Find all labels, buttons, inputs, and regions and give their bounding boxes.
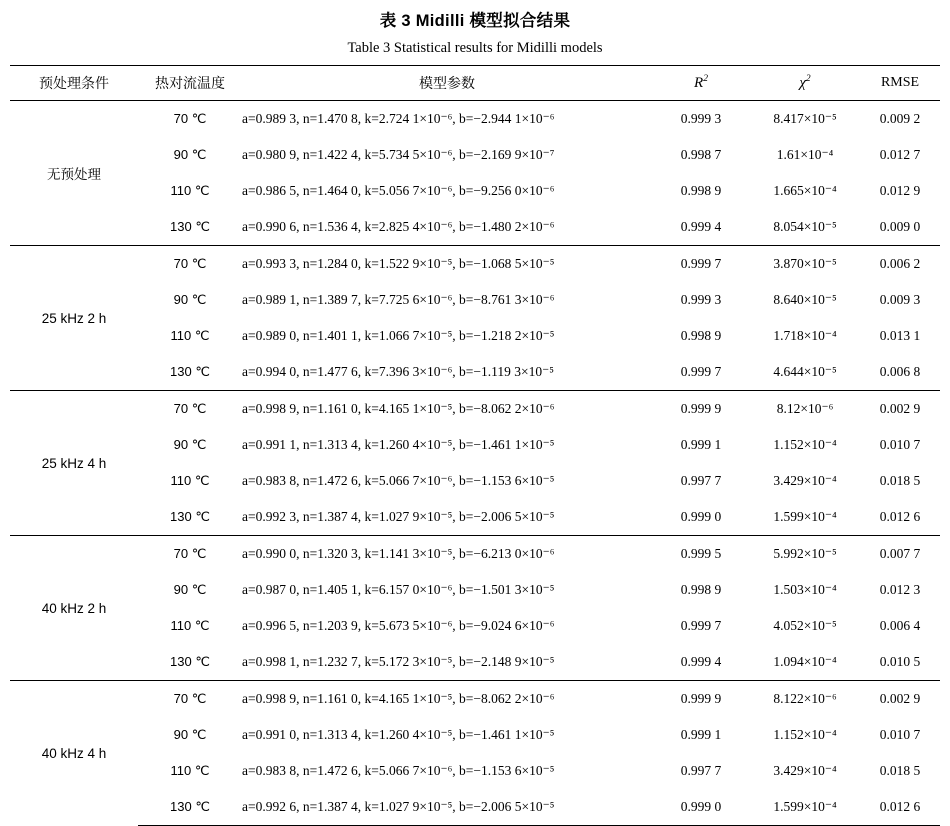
temperature-cell: 110 ℃ — [170, 473, 210, 488]
chi2-cell: 1.61×10⁻⁴ — [776, 147, 834, 162]
group-label: 无预处理 — [47, 167, 101, 182]
header-pretreatment: 预处理条件 — [10, 66, 138, 101]
rmse-cell: 0.018 5 — [879, 763, 921, 778]
rmse-cell: 0.010 7 — [879, 437, 921, 452]
r2-cell: 0.999 7 — [680, 618, 722, 633]
params-cell: a=0.998 9, n=1.161 0, k=4.165 1×10⁻⁵, b=−8.062 2×10⁻⁶ — [242, 391, 652, 428]
table-row — [10, 246, 940, 283]
rmse-cell: 0.018 5 — [879, 473, 921, 488]
temperature-cell: 110 ℃ — [170, 183, 210, 198]
params-cell: a=0.983 8, n=1.472 6, k=5.066 7×10⁻⁶, b=−1.153 6×10⁻⁵ — [242, 763, 555, 778]
table-row — [10, 789, 940, 826]
group-label: 40 kHz 2 h — [10, 536, 138, 681]
header-chi2-symbol: χ — [799, 74, 806, 91]
rmse-cell: 0.013 1 — [879, 328, 921, 343]
params-cell: a=0.989 1, n=1.389 7, k=7.725 6×10⁻⁶, b=−8.761 3×10⁻⁶ — [242, 292, 555, 307]
params-cell: a=0.987 0, n=1.405 1, k=6.157 0×10⁻⁶, b=−1.501 3×10⁻⁵ — [242, 582, 555, 597]
rmse-cell: 0.012 7 — [879, 147, 921, 162]
table-row — [10, 137, 940, 173]
temperature-cell: 110 ℃ — [170, 618, 210, 633]
rmse-cell: 0.006 4 — [879, 618, 921, 633]
chi2-cell: 3.870×10⁻⁵ — [750, 246, 860, 283]
temperature-cell: 70 ℃ — [138, 536, 242, 573]
table-row — [10, 282, 940, 318]
params-cell: a=0.986 5, n=1.464 0, k=5.056 7×10⁻⁶, b=−9.256 0×10⁻⁶ — [242, 183, 555, 198]
r2-cell: 0.999 9 — [652, 681, 750, 718]
table-row — [10, 681, 940, 718]
group-label: 40 kHz 4 h — [10, 681, 138, 826]
params-cell: a=0.992 6, n=1.387 4, k=1.027 9×10⁻⁵, b=−2.006 5×10⁻⁵ — [242, 789, 652, 826]
rmse-cell: 0.010 7 — [879, 727, 921, 742]
table-row — [10, 318, 940, 354]
table-row — [10, 644, 940, 681]
chi2-cell: 1.152×10⁻⁴ — [773, 437, 837, 452]
temperature-cell: 90 ℃ — [173, 147, 207, 162]
rmse-cell: 0.012 3 — [879, 582, 921, 597]
params-cell: a=0.992 3, n=1.387 4, k=1.027 9×10⁻⁵, b=−2.006 5×10⁻⁵ — [242, 509, 555, 524]
table-row — [10, 209, 940, 246]
header-row — [10, 66, 940, 101]
header-r2 — [652, 66, 750, 101]
chi2-cell: 8.640×10⁻⁵ — [773, 292, 837, 307]
table-row — [10, 717, 940, 753]
params-cell: a=0.993 3, n=1.284 0, k=1.522 9×10⁻⁵, b=−1.068 5×10⁻⁵ — [242, 246, 652, 283]
header-chi2 — [750, 66, 860, 101]
rmse-cell: 0.009 0 — [879, 219, 921, 234]
temperature-cell: 70 ℃ — [173, 111, 207, 126]
temperature-cell: 130 ℃ — [170, 509, 210, 524]
rmse-cell: 0.012 6 — [860, 789, 940, 826]
chi2-cell: 8.054×10⁻⁵ — [773, 219, 837, 234]
r2-cell: 0.998 9 — [680, 328, 722, 343]
r2-cell: 0.999 3 — [680, 292, 722, 307]
chi2-cell: 8.122×10⁻⁶ — [750, 681, 860, 718]
table-title-cn: 表 3 Midilli 模型拟合结果 — [379, 12, 571, 30]
rmse-cell: 0.002 9 — [860, 681, 940, 718]
statistical-results-table — [10, 65, 940, 826]
r2-cell: 0.999 7 — [680, 364, 722, 379]
params-cell: a=0.983 8, n=1.472 6, k=5.066 7×10⁻⁶, b=−1.153 6×10⁻⁵ — [242, 473, 555, 488]
chi2-cell: 3.429×10⁻⁴ — [773, 763, 837, 778]
header-temperature: 热对流温度 — [138, 66, 242, 101]
table-row — [10, 173, 940, 209]
table-row — [10, 427, 940, 463]
table-row — [10, 608, 940, 644]
chi2-cell: 1.094×10⁻⁴ — [773, 654, 837, 669]
params-cell: a=0.996 5, n=1.203 9, k=5.673 5×10⁻⁶, b=−9.024 6×10⁻⁶ — [242, 618, 555, 633]
rmse-cell: 0.006 2 — [860, 246, 940, 283]
r2-cell: 0.999 1 — [680, 727, 722, 742]
chi2-cell: 3.429×10⁻⁴ — [773, 473, 837, 488]
r2-cell: 0.999 4 — [680, 219, 722, 234]
table-row — [10, 354, 940, 391]
rmse-cell: 0.010 5 — [879, 654, 921, 669]
r2-cell: 0.999 1 — [680, 437, 722, 452]
table-row — [10, 463, 940, 499]
table-header — [10, 66, 940, 101]
r2-cell: 0.998 9 — [680, 183, 722, 198]
params-cell: a=0.989 0, n=1.401 1, k=1.066 7×10⁻⁵, b=−1.218 2×10⁻⁵ — [242, 328, 555, 343]
chi2-cell: 1.665×10⁻⁴ — [773, 183, 837, 198]
temperature-cell: 90 ℃ — [173, 727, 207, 742]
chi2-cell: 4.052×10⁻⁵ — [773, 618, 837, 633]
temperature-cell: 70 ℃ — [138, 391, 242, 428]
temperature-cell: 90 ℃ — [173, 582, 207, 597]
group-label: 25 kHz 4 h — [10, 391, 138, 536]
params-cell: a=0.990 6, n=1.536 4, k=2.825 4×10⁻⁶, b=−1.480 2×10⁻⁶ — [242, 219, 555, 234]
rmse-cell: 0.002 9 — [860, 391, 940, 428]
params-cell: a=0.990 0, n=1.320 3, k=1.141 3×10⁻⁵, b=−6.213 0×10⁻⁶ — [242, 536, 652, 573]
table-body — [10, 101, 940, 826]
params-cell: a=0.989 3, n=1.470 8, k=2.724 1×10⁻⁶, b=−2.944 1×10⁻⁶ — [242, 111, 555, 126]
chi2-cell: 1.718×10⁻⁴ — [773, 328, 837, 343]
chi2-cell: 1.599×10⁻⁴ — [750, 789, 860, 826]
chi2-cell: 1.152×10⁻⁴ — [773, 727, 837, 742]
header-rmse: RMSE — [860, 66, 940, 101]
temperature-cell: 70 ℃ — [138, 681, 242, 718]
r2-cell: 0.997 7 — [680, 473, 722, 488]
rmse-cell: 0.012 6 — [879, 509, 921, 524]
params-cell: a=0.998 9, n=1.161 0, k=4.165 1×10⁻⁵, b=−8.062 2×10⁻⁶ — [242, 681, 652, 718]
header-r2-exponent: 2 — [703, 73, 708, 84]
rmse-cell: 0.009 3 — [879, 292, 921, 307]
r2-cell: 0.999 3 — [680, 111, 722, 126]
params-cell: a=0.998 1, n=1.232 7, k=5.172 3×10⁻⁵, b=−2.148 9×10⁻⁵ — [242, 654, 555, 669]
header-chi2-exponent: 2 — [805, 73, 811, 84]
table-row — [10, 536, 940, 573]
chi2-cell: 8.417×10⁻⁵ — [773, 111, 837, 126]
r2-cell: 0.999 4 — [680, 654, 722, 669]
rmse-cell: 0.012 9 — [879, 183, 921, 198]
rmse-cell: 0.009 2 — [879, 111, 921, 126]
temperature-cell: 110 ℃ — [170, 328, 210, 343]
header-r2-symbol: R — [694, 74, 704, 91]
chi2-cell: 5.992×10⁻⁵ — [750, 536, 860, 573]
table-row — [10, 499, 940, 536]
chi2-cell: 1.503×10⁻⁴ — [773, 582, 837, 597]
temperature-cell: 110 ℃ — [170, 763, 210, 778]
table-row — [10, 391, 940, 428]
temperature-cell: 90 ℃ — [173, 292, 207, 307]
temperature-cell: 130 ℃ — [170, 219, 210, 234]
r2-cell: 0.999 0 — [680, 509, 722, 524]
r2-cell: 0.999 9 — [652, 391, 750, 428]
rmse-cell: 0.007 7 — [860, 536, 940, 573]
params-cell: a=0.991 0, n=1.313 4, k=1.260 4×10⁻⁵, b=−1.461 1×10⁻⁵ — [242, 727, 555, 742]
temperature-cell: 130 ℃ — [138, 789, 242, 826]
temperature-cell: 130 ℃ — [170, 654, 210, 669]
chi2-cell: 4.644×10⁻⁵ — [773, 364, 837, 379]
table-row — [10, 572, 940, 608]
params-cell: a=0.980 9, n=1.422 4, k=5.734 5×10⁻⁶, b=−2.169 9×10⁻⁷ — [242, 147, 555, 162]
rmse-cell: 0.006 8 — [879, 364, 921, 379]
temperature-cell: 130 ℃ — [170, 364, 210, 379]
params-cell: a=0.991 1, n=1.313 4, k=1.260 4×10⁻⁵, b=−1.461 1×10⁻⁵ — [242, 437, 555, 452]
r2-cell: 0.997 7 — [680, 763, 722, 778]
r2-cell: 0.999 5 — [652, 536, 750, 573]
table-title-en: Table 3 Statistical results for Midilli models — [347, 40, 603, 56]
r2-cell: 0.998 9 — [680, 582, 722, 597]
temperature-cell: 90 ℃ — [173, 437, 207, 452]
table-row — [10, 753, 940, 789]
r2-cell: 0.999 0 — [652, 789, 750, 826]
chi2-cell: 1.599×10⁻⁴ — [773, 509, 837, 524]
group-label: 25 kHz 2 h — [10, 246, 138, 391]
r2-cell: 0.999 7 — [652, 246, 750, 283]
r2-cell: 0.998 7 — [680, 147, 722, 162]
chi2-cell: 8.12×10⁻⁶ — [750, 391, 860, 428]
header-model-params: 模型参数 — [242, 66, 652, 101]
temperature-cell: 70 ℃ — [138, 246, 242, 283]
table-row — [10, 101, 940, 138]
params-cell: a=0.994 0, n=1.477 6, k=7.396 3×10⁻⁶, b=−1.119 3×10⁻⁵ — [242, 364, 554, 379]
